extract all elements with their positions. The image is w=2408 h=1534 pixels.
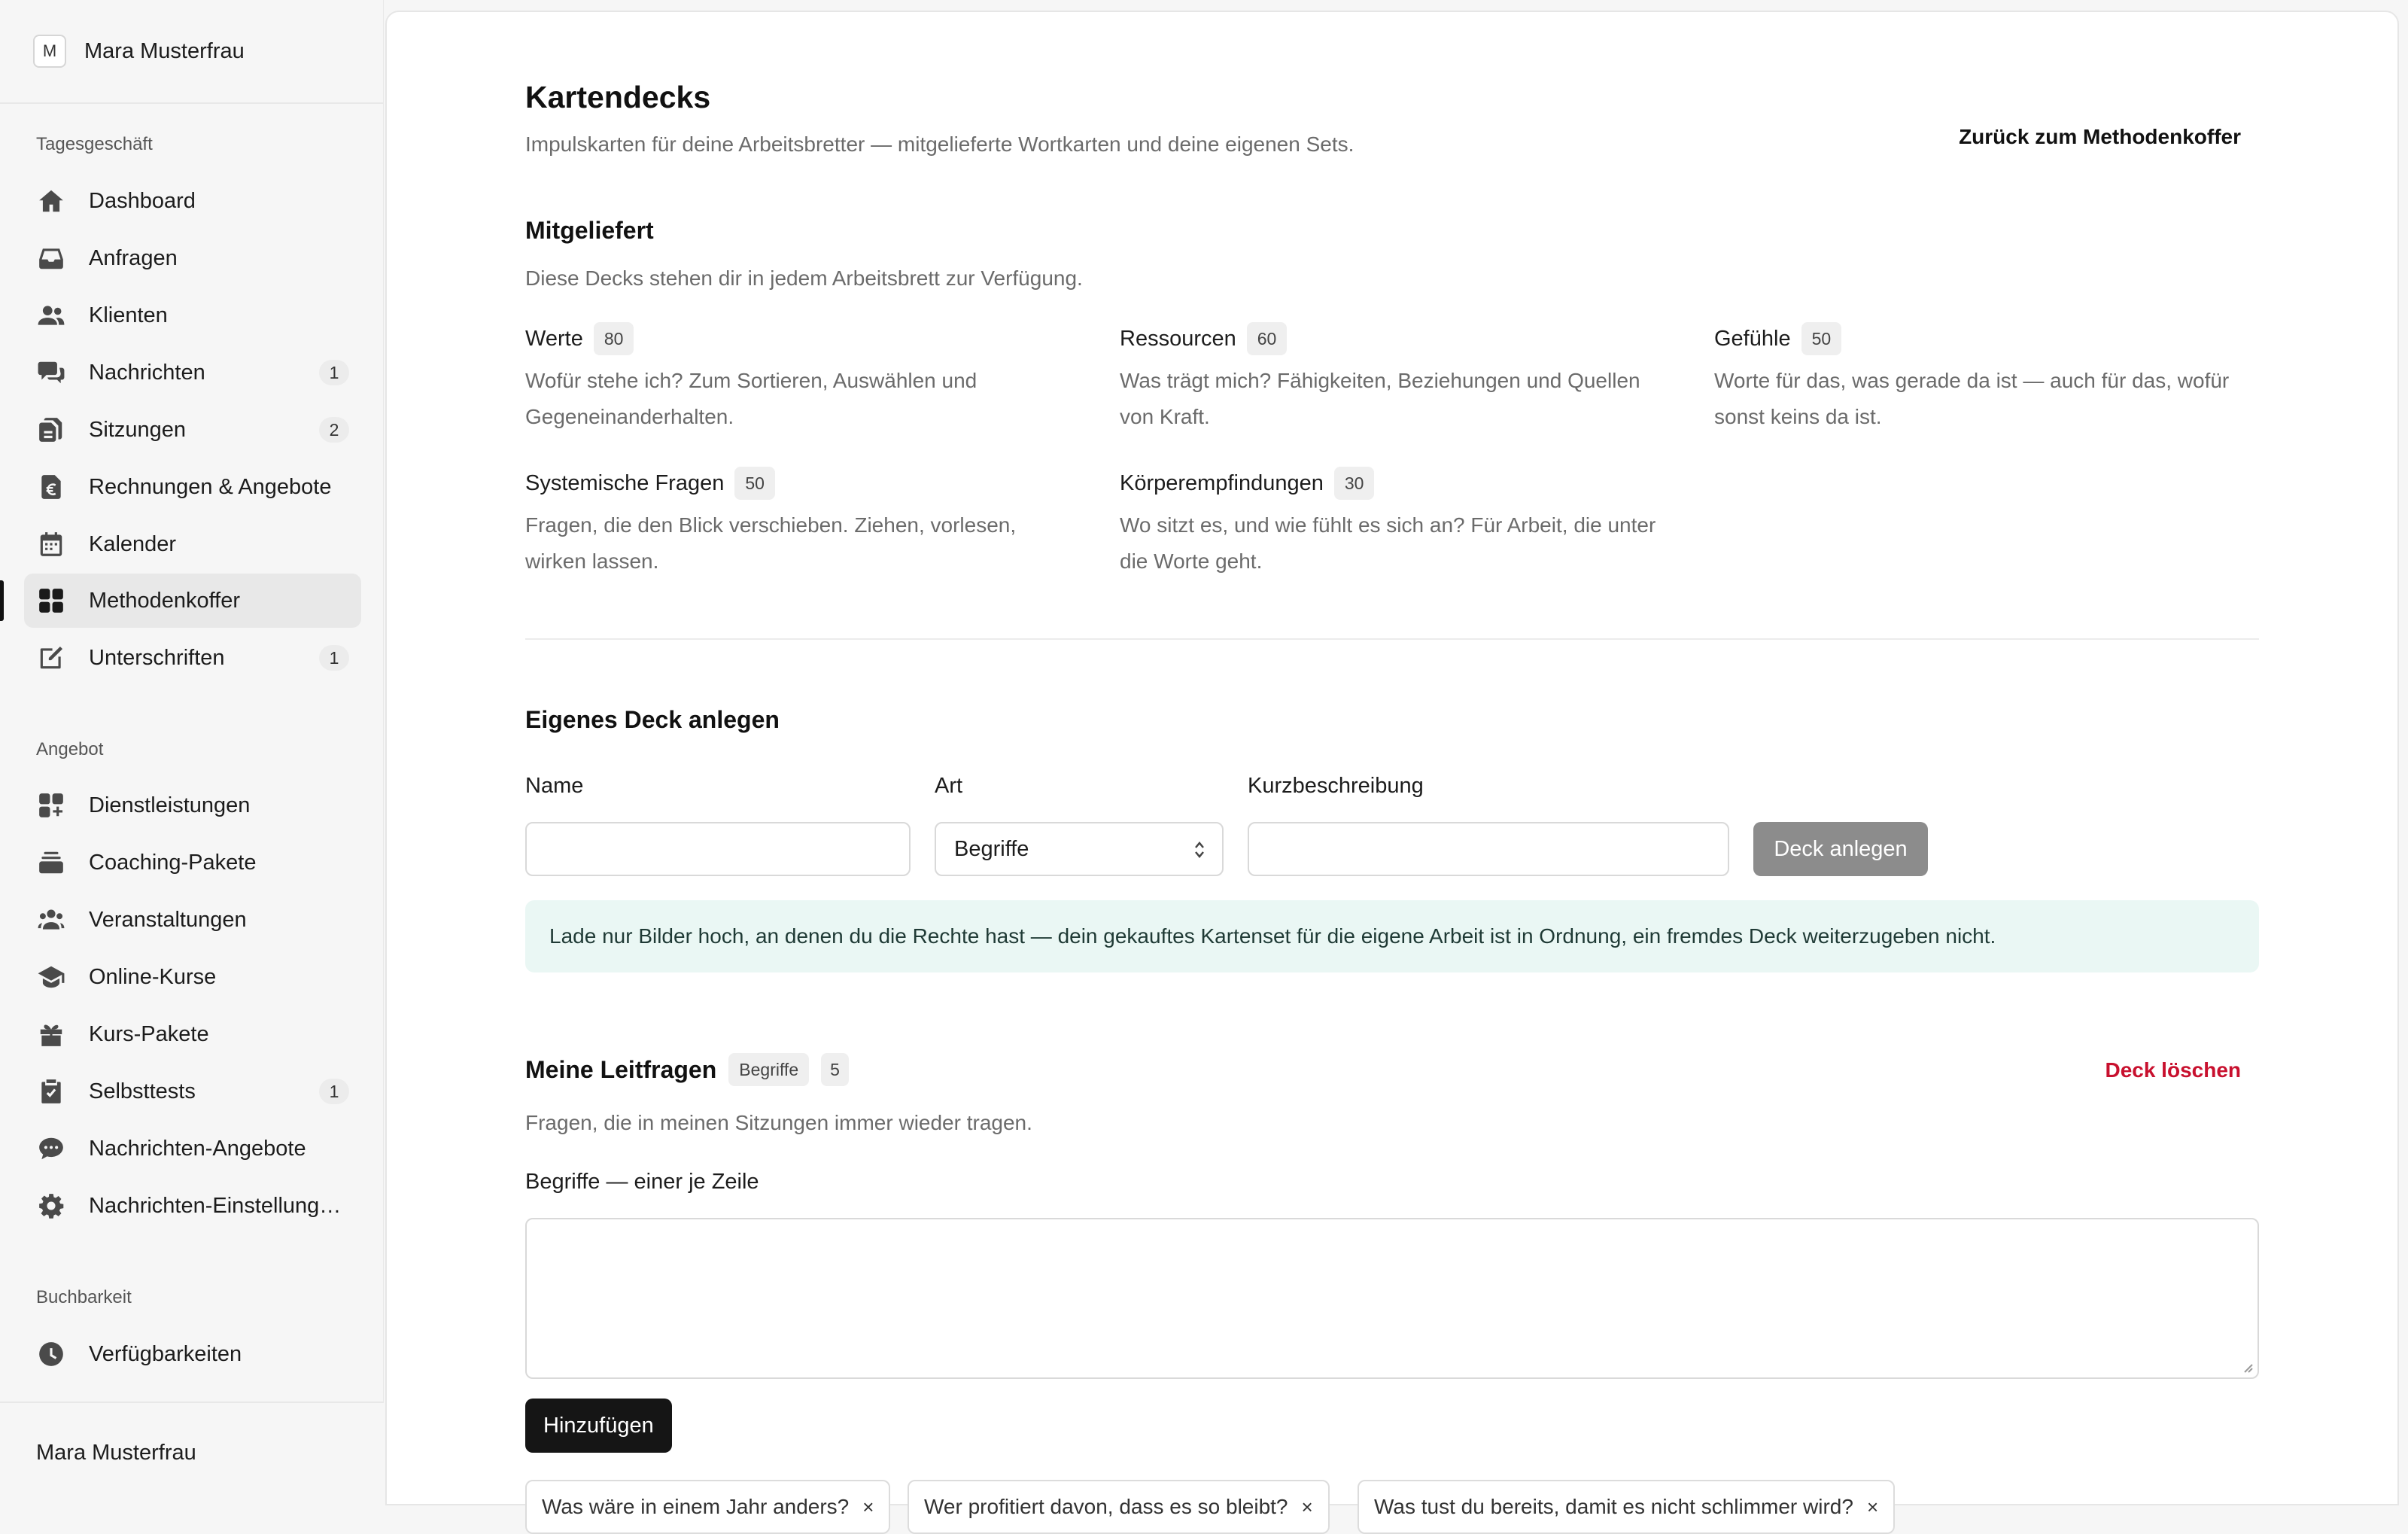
nav-section-title: Tagesgeschäft <box>36 134 153 154</box>
deck-name: Ressourcen <box>1120 326 1236 351</box>
my-deck-title: Meine Leitfragen <box>525 1055 717 1083</box>
count-badge: 1 <box>319 645 349 671</box>
card-count-badge: 30 <box>1334 467 1375 500</box>
card-count-badge: 50 <box>734 467 775 500</box>
sidebar-item-anfragen[interactable] <box>24 231 361 285</box>
sidebar <box>0 0 384 1505</box>
nav-section-title: Angebot <box>36 739 104 759</box>
delete-deck-button[interactable]: Deck löschen <box>2105 1058 2241 1082</box>
workspace-name: Mara Musterfrau <box>84 38 245 63</box>
deck-description: Worte für das, was gerade da ist — auch für das, wofür sonst keins da ist. <box>1714 369 2230 428</box>
gift-icon <box>36 1019 66 1049</box>
deck-description: Wo sitzt es, und wie fühlt es sich an? Für Arbeit, die unter die Worte geht. <box>1120 513 1656 573</box>
term-chip <box>908 1480 1330 1534</box>
deck-description: Fragen, die den Blick verschieben. Ziehen, vorlesen, wirken lassen. <box>525 513 1017 573</box>
sidebar-item-nachrichten-angebote[interactable] <box>24 1122 361 1176</box>
remove-chip-icon[interactable]: × <box>862 1495 874 1518</box>
term-chip <box>1358 1480 1895 1534</box>
users-icon <box>36 300 66 330</box>
sidebar-item-label: Verfügbarkeiten <box>89 1341 242 1366</box>
clock-icon <box>36 1339 66 1369</box>
euro-receipt-icon <box>36 472 66 502</box>
sidebar-item-kalender[interactable] <box>24 517 361 571</box>
user-group-icon <box>36 905 66 935</box>
back-to-methodenkoffer-link[interactable]: Zurück zum Methodenkoffer <box>1959 125 2241 148</box>
section-subtitle-builtin: Diese Decks stehen dir in jedem Arbeitsbrett zur Verfügung. <box>525 266 1083 290</box>
deck-description: Was trägt mich? Fähigkeiten, Beziehungen und Quellen von Kraft. <box>1120 369 1640 428</box>
create-deck-button[interactable]: Deck anlegen <box>1753 822 1928 876</box>
terms-label: Begriffe — einer je Zeile <box>525 1170 759 1194</box>
sidebar-item-label: Dienstleistungen <box>89 793 251 817</box>
description-label: Kurzbeschreibung <box>1248 774 1424 798</box>
chat-bubble-dots-icon <box>36 1134 66 1164</box>
sidebar-item-label: Nachrichten <box>89 360 205 385</box>
document-stack-icon <box>36 415 66 445</box>
sidebar-item-verfuegbarkeiten[interactable] <box>24 1327 361 1381</box>
chat-bubbles-icon <box>36 358 66 388</box>
sidebar-item-label: Klienten <box>89 303 168 327</box>
sidebar-item-sitzungen[interactable] <box>24 403 361 457</box>
count-badge: 1 <box>319 1079 349 1104</box>
section-title-builtin: Mitgeliefert <box>525 217 654 244</box>
sidebar-item-selbsttests[interactable] <box>24 1064 361 1119</box>
inbox-icon <box>36 243 66 273</box>
card-count-badge: 80 <box>594 322 634 355</box>
builtin-deck <box>525 321 1082 435</box>
sidebar-item-label: Sitzungen <box>89 417 186 442</box>
builtin-deck <box>1120 465 1677 580</box>
card-count-badge: 60 <box>1247 322 1288 355</box>
gear-icon <box>36 1191 66 1221</box>
sidebar-item-label: Veranstaltungen <box>89 907 247 932</box>
deck-type-value: Begriffe <box>954 836 1029 861</box>
section-title-create: Eigenes Deck anlegen <box>525 706 780 733</box>
home-icon <box>36 186 66 216</box>
sidebar-item-label: Nachrichten-Angebote <box>89 1136 306 1161</box>
add-terms-button[interactable]: Hinzufügen <box>525 1399 672 1453</box>
section-divider <box>525 638 2259 640</box>
rectangle-stack-icon <box>36 848 66 878</box>
main-panel <box>385 11 2399 1518</box>
sidebar-item-dashboard[interactable] <box>24 174 361 228</box>
builtin-deck <box>525 465 1082 580</box>
sidebar-item-label: Anfragen <box>89 245 178 270</box>
sidebar-item-label: Unterschriften <box>89 645 225 670</box>
terms-textarea[interactable] <box>525 1218 2259 1379</box>
term-chip <box>525 1480 890 1534</box>
chevron-up-down-icon <box>1192 839 1207 861</box>
sidebar-item-rechnungen[interactable] <box>24 460 361 514</box>
deck-name: Systemische Fragen <box>525 470 725 495</box>
remove-chip-icon[interactable]: × <box>1866 1495 1879 1518</box>
sidebar-item-methodenkoffer[interactable] <box>24 574 361 628</box>
name-label: Name <box>525 774 584 798</box>
sidebar-item-kurs-pakete[interactable] <box>24 1007 361 1061</box>
sidebar-item-label: Nachrichten-Einstellung… <box>89 1193 342 1218</box>
deck-name: Werte <box>525 326 583 351</box>
sidebar-item-unterschriften[interactable] <box>24 631 361 685</box>
clipboard-check-icon <box>36 1076 66 1106</box>
term-chip-label: Was wäre in einem Jahr anders? <box>542 1495 850 1518</box>
card-count-badge: 50 <box>1801 322 1842 355</box>
sidebar-item-nachrichten-einstellungen[interactable] <box>24 1179 361 1233</box>
builtin-deck <box>1714 321 2271 435</box>
page-title: Kartendecks <box>525 80 711 114</box>
sidebar-item-coaching-pakete[interactable] <box>24 835 361 890</box>
deck-description-input[interactable] <box>1248 822 1729 876</box>
sidebar-item-label: Online-Kurse <box>89 964 217 989</box>
sidebar-item-label: Selbsttests <box>89 1079 196 1103</box>
active-indicator <box>0 580 4 621</box>
sidebar-footer <box>0 1402 384 1505</box>
sidebar-item-label: Kurs-Pakete <box>89 1021 209 1046</box>
card-count-badge: 5 <box>821 1053 849 1086</box>
sidebar-item-label: Coaching-Pakete <box>89 850 257 875</box>
rights-notice: Lade nur Bilder hoch, an denen du die Rechte hast — dein gekauftes Kartenset für die eigene Arbeit ist in Ordnung, ein fremdes Deck weiterzugeben nicht. <box>525 900 2259 972</box>
calendar-icon <box>36 529 66 559</box>
account-menu[interactable]: Mara Musterfrau <box>36 1441 196 1465</box>
grid-squares-icon <box>36 586 66 616</box>
nav-section-title: Buchbarkeit <box>36 1287 132 1307</box>
my-deck-description: Fragen, die in meinen Sitzungen immer wieder tragen. <box>525 1111 1032 1134</box>
count-badge: 2 <box>319 417 349 443</box>
sidebar-item-veranstaltungen[interactable] <box>24 893 361 947</box>
term-chip-label: Wer profitiert davon, dass es so bleibt? <box>924 1495 1288 1518</box>
resize-grip-icon[interactable] <box>2239 1359 2253 1373</box>
page-subtitle: Impulskarten für deine Arbeitsbretter — mitgelieferte Wortkarten und deine eigenen Sets. <box>525 132 1354 156</box>
sidebar-item-klienten[interactable] <box>24 288 361 342</box>
workspace-switcher[interactable] <box>33 35 245 68</box>
deck-description: Wofür stehe ich? Zum Sortieren, Auswählen und Gegeneinanderhalten. <box>525 369 977 428</box>
academic-cap-icon <box>36 962 66 992</box>
builtin-deck <box>1120 321 1677 435</box>
deck-name: Gefühle <box>1714 326 1791 351</box>
deck-type-select[interactable] <box>935 822 1224 876</box>
sidebar-item-label: Methodenkoffer <box>89 588 240 613</box>
type-label: Art <box>935 774 963 798</box>
sidebar-item-dienstleistungen[interactable] <box>24 778 361 832</box>
deck-name-input[interactable] <box>525 822 911 876</box>
sidebar-item-label: Dashboard <box>89 188 196 213</box>
term-chip-label: Was tust du bereits, damit es nicht schlimmer wird? <box>1374 1495 1853 1518</box>
sidebar-item-online-kurse[interactable] <box>24 950 361 1004</box>
my-deck-header <box>525 1051 849 1088</box>
deck-type-badge: Begriffe <box>728 1053 809 1086</box>
remove-chip-icon[interactable]: × <box>1301 1495 1313 1518</box>
squares-plus-icon <box>36 790 66 820</box>
workspace-avatar: M <box>33 35 66 68</box>
sidebar-item-label: Rechnungen & Angebote <box>89 474 332 499</box>
pencil-square-icon <box>36 643 66 673</box>
deck-name: Körperempfindungen <box>1120 470 1324 495</box>
count-badge: 1 <box>319 360 349 385</box>
sidebar-divider <box>0 102 384 104</box>
sidebar-item-label: Kalender <box>89 531 177 556</box>
sidebar-item-nachrichten[interactable] <box>24 345 361 400</box>
